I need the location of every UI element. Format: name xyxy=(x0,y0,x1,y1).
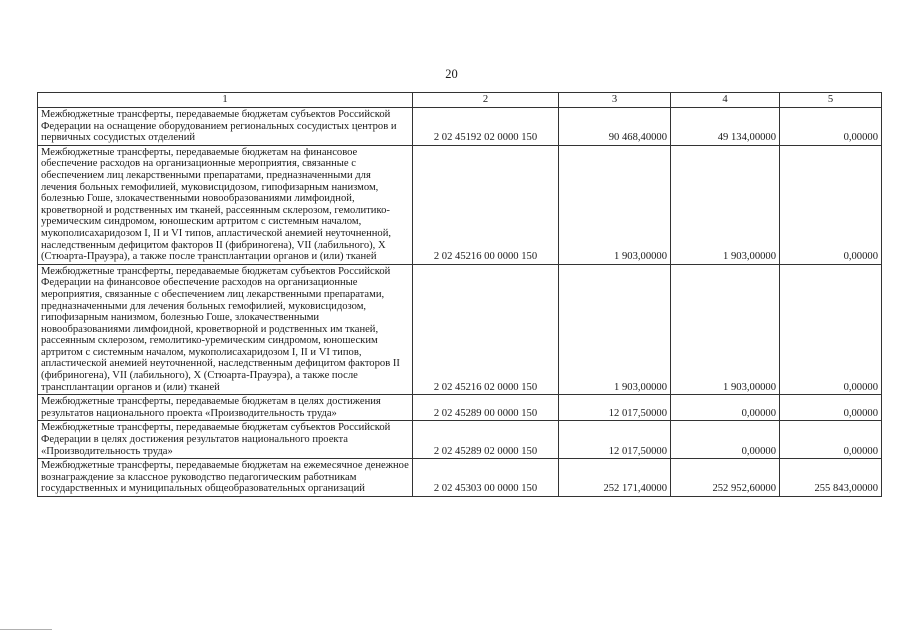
footer-rule xyxy=(0,629,52,630)
row-name: Межбюджетные трансферты, передаваемые бюджетам на финансовое обеспечение расходов на организационные мероприятия, связанные с обеспечением лиц лекарственными препаратами, предназначенными для лечения больных гемофилией, муковисцидозом, гипофизарным нанизмом, болезнью Гоше, злокачественными новообразованиями лимфоидной, кроветворной и родственных им тканей, рассеянным склерозом, гемолитико-уремическим синдромом, юношеским артритом с системным началом, мукополисахаридозом I, II и VI типов, апластической анемией неуточненной, наследственным дефицитом факторов II (фибриногена), VII (лабильного), X (Стюарта-Прауэра), а также после трансплантации органов и (или) тканей xyxy=(38,145,413,264)
row-value-col4: 49 134,00000 xyxy=(671,108,780,146)
row-value-col5: 0,00000 xyxy=(780,108,882,146)
row-code: 2 02 45289 00 0000 150 xyxy=(413,395,559,421)
row-value-col3: 1 903,00000 xyxy=(559,145,671,264)
header-col-3: 3 xyxy=(559,93,671,108)
table-row xyxy=(38,459,882,497)
row-name: Межбюджетные трансферты, передаваемые бюджетам на ежемесячное денежное вознаграждение за классное руководство педагогическим работникам государственных и муниципальных общеобразовательных организаций xyxy=(38,459,413,497)
row-value-col4: 1 903,00000 xyxy=(671,264,780,395)
table-row xyxy=(38,421,882,459)
row-value-col5: 0,00000 xyxy=(780,264,882,395)
row-code: 2 02 45192 02 0000 150 xyxy=(413,108,559,146)
header-col-1: 1 xyxy=(38,93,413,108)
row-value-col3: 12 017,50000 xyxy=(559,395,671,421)
row-code: 2 02 45289 02 0000 150 xyxy=(413,421,559,459)
row-name: Межбюджетные трансферты, передаваемые бюджетам в целях достижения результатов национального проекта «Производительность труда» xyxy=(38,395,413,421)
row-value-col4: 252 952,60000 xyxy=(671,459,780,497)
row-code: 2 02 45303 00 0000 150 xyxy=(413,459,559,497)
row-value-col4: 0,00000 xyxy=(671,395,780,421)
row-value-col3: 90 468,40000 xyxy=(559,108,671,146)
page-number: 20 xyxy=(445,67,458,81)
row-value-col3: 12 017,50000 xyxy=(559,421,671,459)
header-row xyxy=(38,93,882,108)
table-row xyxy=(38,264,882,395)
row-code: 2 02 45216 02 0000 150 xyxy=(413,264,559,395)
row-value-col5: 255 843,00000 xyxy=(780,459,882,497)
row-name: Межбюджетные трансферты, передаваемые бюджетам субъектов Российской Федерации на финансовое обеспечение расходов на организационные мероприятия, связанные с обеспечением лиц лекарственными препаратами, предназначенными для лечения больных гемофилией, муковисцидозом, гипофизарным нанизмом, болезнью Гоше, злокачественными новообразованиями лимфоидной, кроветворной и родственных им тканей, рассеянным склерозом, гемолитико-уремическим синдромом, юношеским артритом с системным началом, мукополисахаридозом I, II и VI типов, апластической анемией неуточненной, наследственным дефицитом факторов II (фибриногена), VII (лабильного), X (Стюарта-Прауэра), а также после трансплантации органов и (или) тканей xyxy=(38,264,413,395)
row-name: Межбюджетные трансферты, передаваемые бюджетам субъектов Российской Федерации на оснащение оборудованием региональных сосудистых центров и первичных сосудистых отделений xyxy=(38,108,413,146)
header-col-2: 2 xyxy=(413,93,559,108)
table-row xyxy=(38,145,882,264)
row-value-col5: 0,00000 xyxy=(780,421,882,459)
row-value-col4: 0,00000 xyxy=(671,421,780,459)
table-row xyxy=(38,395,882,421)
table-row xyxy=(38,108,882,146)
header-col-5: 5 xyxy=(780,93,882,108)
row-code: 2 02 45216 00 0000 150 xyxy=(413,145,559,264)
header-col-4: 4 xyxy=(671,93,780,108)
row-value-col5: 0,00000 xyxy=(780,395,882,421)
budget-table xyxy=(37,92,882,497)
row-name: Межбюджетные трансферты, передаваемые бюджетам субъектов Российской Федерации в целях достижения результатов национального проекта «Производительность труда» xyxy=(38,421,413,459)
row-value-col5: 0,00000 xyxy=(780,145,882,264)
row-value-col4: 1 903,00000 xyxy=(671,145,780,264)
row-value-col3: 252 171,40000 xyxy=(559,459,671,497)
row-value-col3: 1 903,00000 xyxy=(559,264,671,395)
